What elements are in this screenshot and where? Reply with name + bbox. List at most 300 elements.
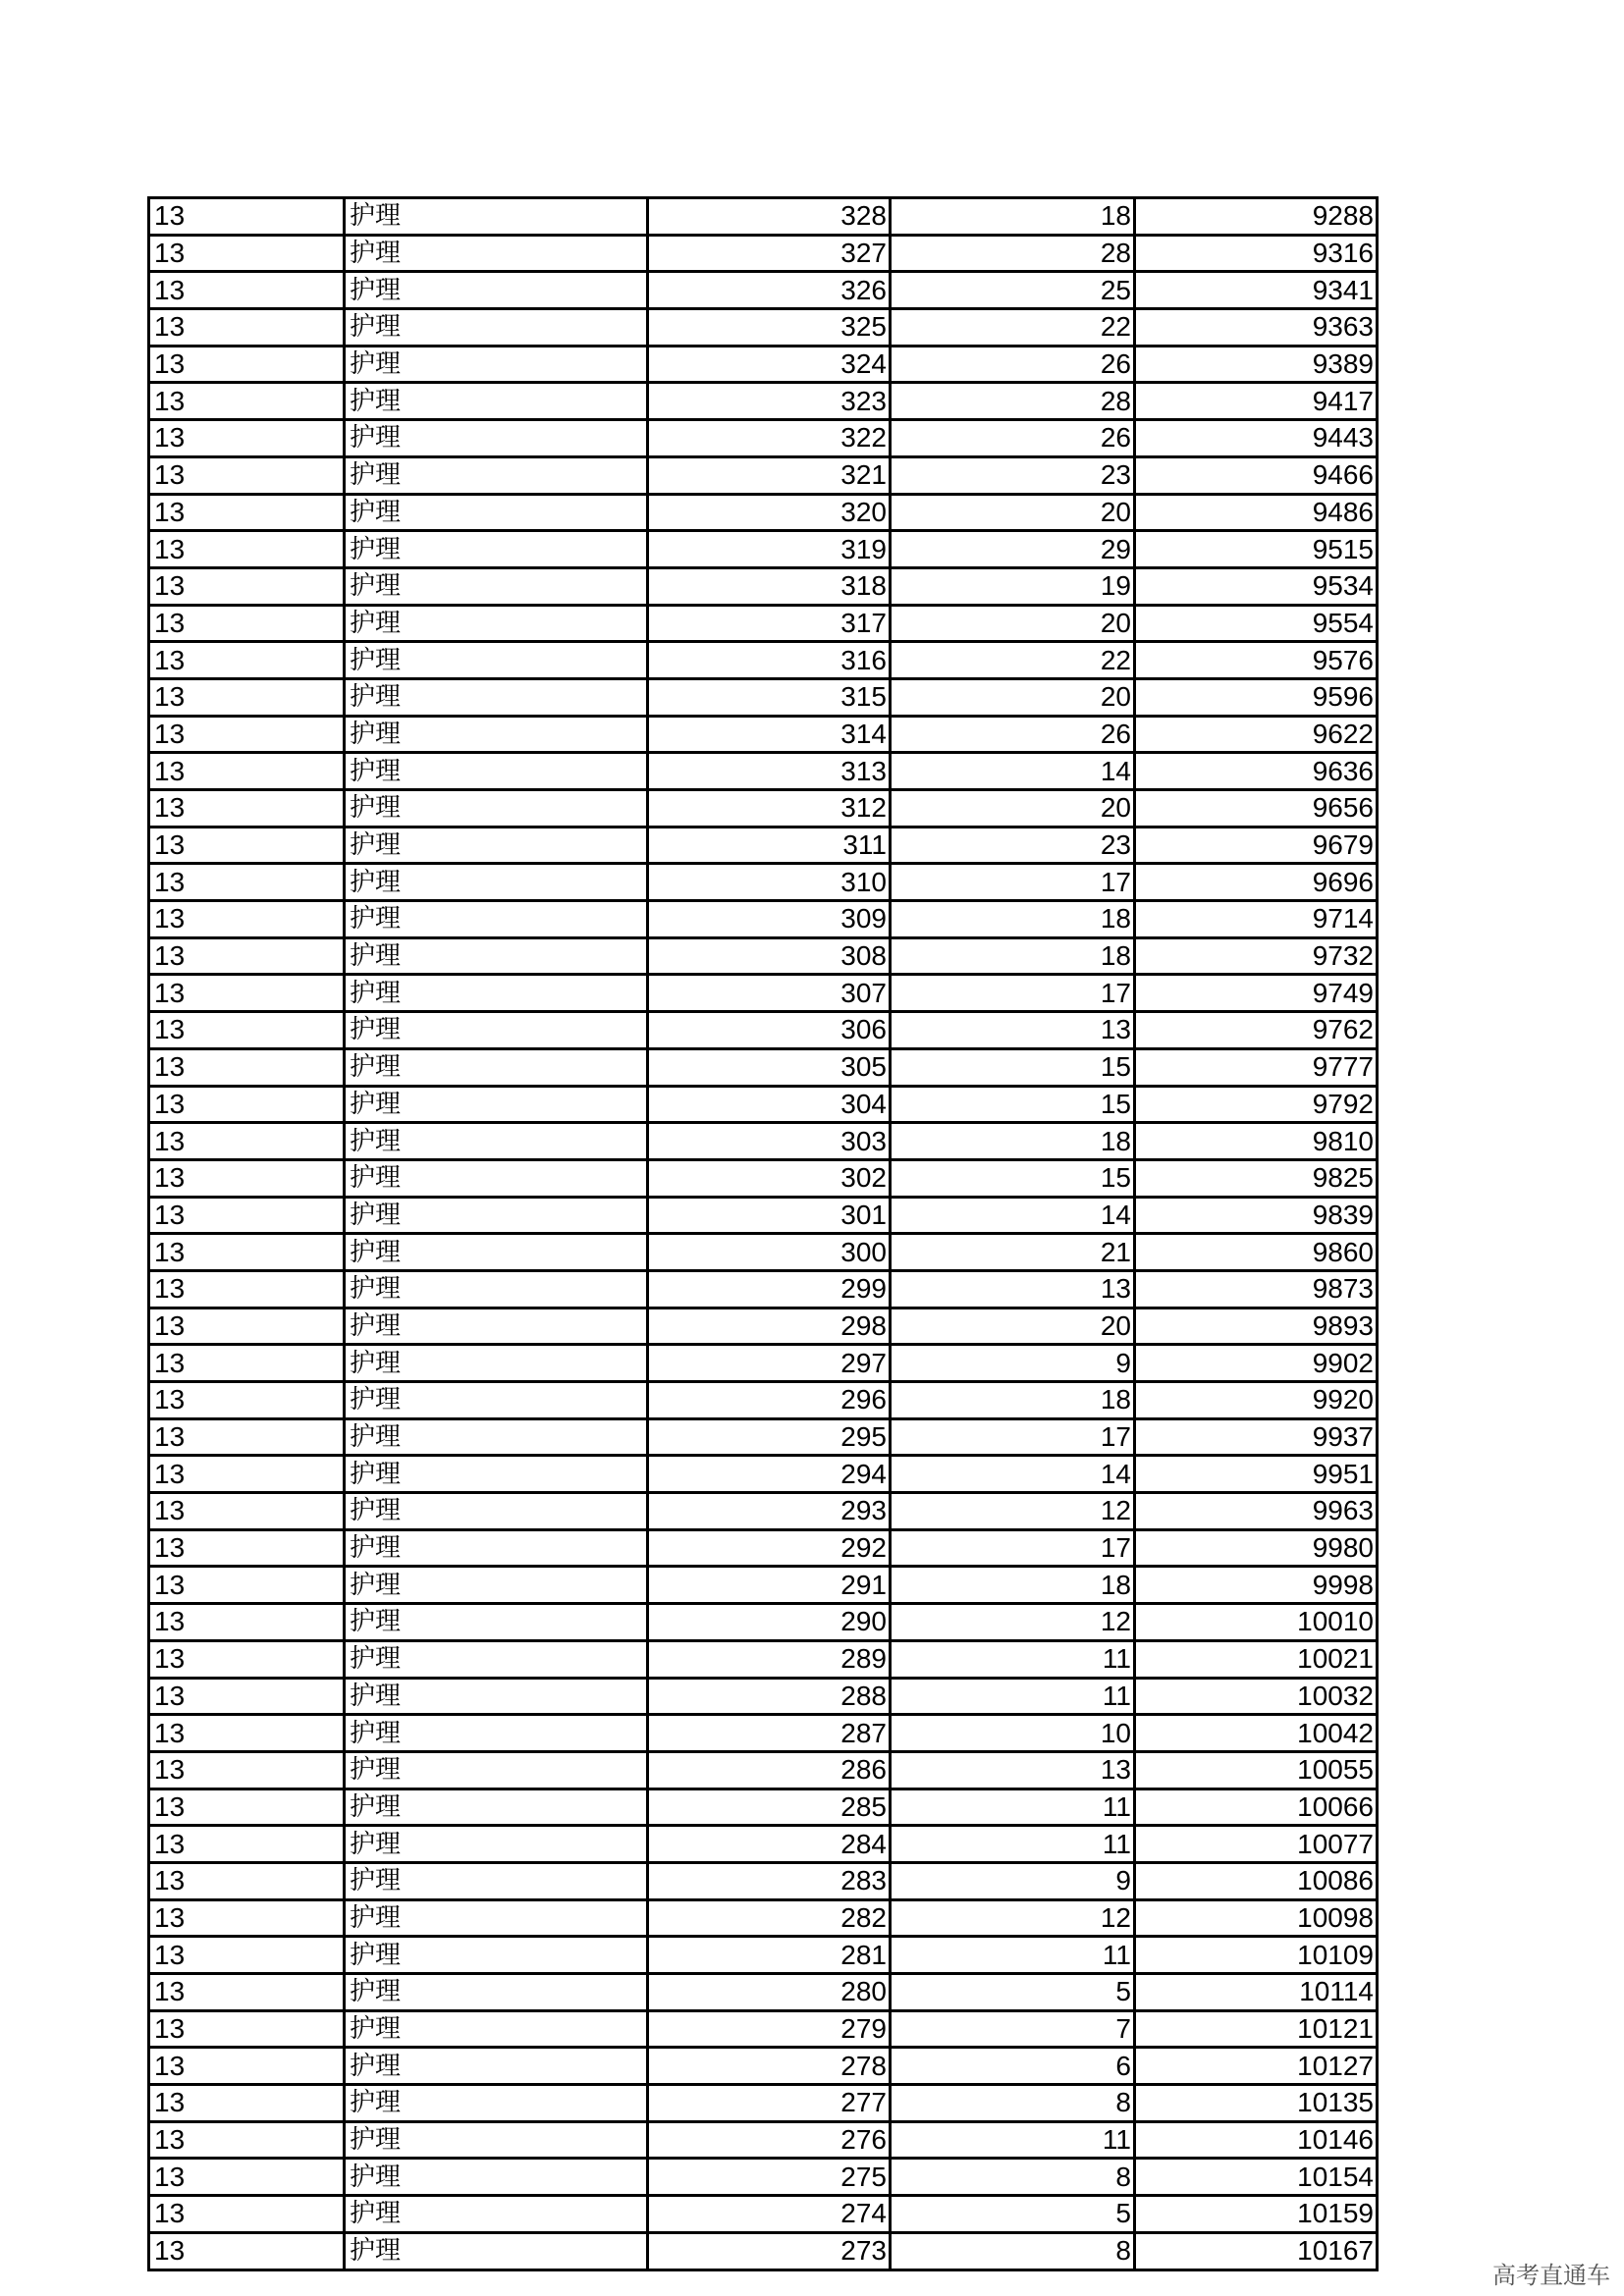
table-row (149, 198, 1378, 236)
category-code-cell: 13 (149, 1418, 345, 1456)
count-cell: 18 (891, 1382, 1135, 1419)
major-cell: 护理 (345, 605, 648, 642)
count-cell: 12 (891, 1493, 1135, 1530)
major-cell: 护理 (345, 716, 648, 753)
cumulative-cell: 9893 (1135, 1308, 1378, 1345)
score-cell: 304 (648, 1086, 891, 1123)
category-code-cell: 13 (149, 678, 345, 716)
category-code-cell: 13 (149, 1048, 345, 1086)
category-code-cell: 13 (149, 753, 345, 790)
table-row (149, 1382, 1378, 1419)
cumulative-cell: 9288 (1135, 198, 1378, 236)
table-row (149, 1529, 1378, 1567)
cumulative-cell: 9762 (1135, 1012, 1378, 1049)
category-code-cell: 13 (149, 1678, 345, 1715)
table-row (149, 1715, 1378, 1752)
count-cell: 12 (891, 1899, 1135, 1937)
cumulative-cell: 10114 (1135, 1974, 1378, 2011)
table-row (149, 1345, 1378, 1382)
major-cell: 护理 (345, 383, 648, 420)
table-row (149, 1048, 1378, 1086)
category-code-cell: 13 (149, 420, 345, 457)
category-code-cell: 13 (149, 1862, 345, 1899)
major-cell: 护理 (345, 1715, 648, 1752)
major-cell: 护理 (345, 235, 648, 272)
score-cell: 297 (648, 1345, 891, 1382)
table-row (149, 235, 1378, 272)
major-cell: 护理 (345, 864, 648, 901)
score-cell: 289 (648, 1640, 891, 1678)
count-cell: 22 (891, 309, 1135, 347)
table-row (149, 827, 1378, 864)
count-cell: 7 (891, 2010, 1135, 2048)
count-cell: 11 (891, 1789, 1135, 1826)
major-cell: 护理 (345, 494, 648, 531)
table-row (149, 2196, 1378, 2233)
score-cell: 309 (648, 901, 891, 938)
score-cell: 325 (648, 309, 891, 347)
cumulative-cell: 9636 (1135, 753, 1378, 790)
major-cell: 护理 (345, 1751, 648, 1789)
score-cell: 300 (648, 1234, 891, 1271)
category-code-cell: 13 (149, 1826, 345, 1863)
count-cell: 14 (891, 1197, 1135, 1234)
category-code-cell: 13 (149, 2121, 345, 2159)
cumulative-cell: 10066 (1135, 1789, 1378, 1826)
count-cell: 18 (891, 198, 1135, 236)
major-cell: 护理 (345, 1159, 648, 1197)
table-row (149, 1604, 1378, 1641)
major-cell: 护理 (345, 1493, 648, 1530)
table-row (149, 1270, 1378, 1308)
category-code-cell: 13 (149, 1751, 345, 1789)
major-cell: 护理 (345, 420, 648, 457)
table-row (149, 531, 1378, 568)
score-cell: 327 (648, 235, 891, 272)
major-cell: 护理 (345, 1937, 648, 1974)
major-cell: 护理 (345, 1567, 648, 1604)
table-row (149, 309, 1378, 347)
count-cell: 13 (891, 1012, 1135, 1049)
score-cell: 280 (648, 1974, 891, 2011)
score-cell: 282 (648, 1899, 891, 1937)
category-code-cell: 13 (149, 235, 345, 272)
category-code-cell: 13 (149, 1604, 345, 1641)
major-cell: 护理 (345, 531, 648, 568)
cumulative-cell: 9534 (1135, 567, 1378, 605)
cumulative-cell: 10055 (1135, 1751, 1378, 1789)
major-cell: 护理 (345, 937, 648, 975)
major-cell: 护理 (345, 1382, 648, 1419)
cumulative-cell: 9714 (1135, 901, 1378, 938)
score-table-body (149, 198, 1378, 2270)
score-cell: 303 (648, 1123, 891, 1160)
cumulative-cell: 10121 (1135, 2010, 1378, 2048)
cumulative-cell: 9486 (1135, 494, 1378, 531)
cumulative-cell: 9443 (1135, 420, 1378, 457)
count-cell: 15 (891, 1159, 1135, 1197)
score-cell: 302 (648, 1159, 891, 1197)
count-cell: 17 (891, 1529, 1135, 1567)
table-row (149, 1418, 1378, 1456)
cumulative-cell: 10042 (1135, 1715, 1378, 1752)
category-code-cell: 13 (149, 1012, 345, 1049)
major-cell: 护理 (345, 901, 648, 938)
cumulative-cell: 9554 (1135, 605, 1378, 642)
cumulative-cell: 9873 (1135, 1270, 1378, 1308)
score-cell: 320 (648, 494, 891, 531)
table-row (149, 567, 1378, 605)
score-cell: 296 (648, 1382, 891, 1419)
category-code-cell: 13 (149, 2085, 345, 2122)
count-cell: 25 (891, 272, 1135, 309)
cumulative-cell: 10010 (1135, 1604, 1378, 1641)
score-cell: 313 (648, 753, 891, 790)
category-code-cell: 13 (149, 864, 345, 901)
cumulative-cell: 9937 (1135, 1418, 1378, 1456)
category-code-cell: 13 (149, 1974, 345, 2011)
table-row (149, 1899, 1378, 1937)
table-row (149, 456, 1378, 494)
table-row (149, 716, 1378, 753)
table-row (149, 864, 1378, 901)
count-cell: 29 (891, 531, 1135, 568)
count-cell: 11 (891, 1640, 1135, 1678)
cumulative-cell: 10098 (1135, 1899, 1378, 1937)
category-code-cell: 13 (149, 827, 345, 864)
score-cell: 314 (648, 716, 891, 753)
category-code-cell: 13 (149, 2048, 345, 2085)
score-cell: 328 (648, 198, 891, 236)
score-cell: 277 (648, 2085, 891, 2122)
score-cell: 315 (648, 678, 891, 716)
count-cell: 20 (891, 1308, 1135, 1345)
count-cell: 23 (891, 827, 1135, 864)
count-cell: 26 (891, 716, 1135, 753)
category-code-cell: 13 (149, 1270, 345, 1308)
cumulative-cell: 9341 (1135, 272, 1378, 309)
score-table (147, 196, 1379, 2271)
cumulative-cell: 9596 (1135, 678, 1378, 716)
count-cell: 8 (891, 2232, 1135, 2269)
count-cell: 17 (891, 975, 1135, 1012)
cumulative-cell: 9810 (1135, 1123, 1378, 1160)
table-row (149, 1456, 1378, 1493)
score-cell: 291 (648, 1567, 891, 1604)
score-cell: 322 (648, 420, 891, 457)
table-row (149, 1678, 1378, 1715)
cumulative-cell: 9963 (1135, 1493, 1378, 1530)
category-code-cell: 13 (149, 975, 345, 1012)
table-row (149, 1197, 1378, 1234)
cumulative-cell: 9515 (1135, 531, 1378, 568)
cumulative-cell: 10086 (1135, 1862, 1378, 1899)
category-code-cell: 13 (149, 1567, 345, 1604)
count-cell: 18 (891, 1567, 1135, 1604)
score-cell: 326 (648, 272, 891, 309)
count-cell: 5 (891, 2196, 1135, 2233)
major-cell: 护理 (345, 1345, 648, 1382)
score-cell: 283 (648, 1862, 891, 1899)
table-row (149, 975, 1378, 1012)
cumulative-cell: 10167 (1135, 2232, 1378, 2269)
major-cell: 护理 (345, 642, 648, 679)
count-cell: 18 (891, 901, 1135, 938)
cumulative-cell: 9679 (1135, 827, 1378, 864)
cumulative-cell: 10159 (1135, 2196, 1378, 2233)
count-cell: 11 (891, 2121, 1135, 2159)
category-code-cell: 13 (149, 1123, 345, 1160)
category-code-cell: 13 (149, 2196, 345, 2233)
table-row (149, 272, 1378, 309)
cumulative-cell: 9749 (1135, 975, 1378, 1012)
score-cell: 312 (648, 790, 891, 828)
count-cell: 11 (891, 1678, 1135, 1715)
major-cell: 护理 (345, 1862, 648, 1899)
count-cell: 20 (891, 605, 1135, 642)
cumulative-cell: 10146 (1135, 2121, 1378, 2159)
table-row (149, 1567, 1378, 1604)
major-cell: 护理 (345, 753, 648, 790)
score-cell: 274 (648, 2196, 891, 2233)
count-cell: 26 (891, 346, 1135, 383)
count-cell: 15 (891, 1048, 1135, 1086)
count-cell: 6 (891, 2048, 1135, 2085)
category-code-cell: 13 (149, 1640, 345, 1678)
table-row (149, 1862, 1378, 1899)
cumulative-cell: 9825 (1135, 1159, 1378, 1197)
major-cell: 护理 (345, 1418, 648, 1456)
major-cell: 护理 (345, 1012, 648, 1049)
table-row (149, 1123, 1378, 1160)
major-cell: 护理 (345, 1123, 648, 1160)
count-cell: 5 (891, 1974, 1135, 2011)
count-cell: 28 (891, 235, 1135, 272)
major-cell: 护理 (345, 1086, 648, 1123)
table-row (149, 1751, 1378, 1789)
cumulative-cell: 9920 (1135, 1382, 1378, 1419)
major-cell: 护理 (345, 2010, 648, 2048)
count-cell: 11 (891, 1826, 1135, 1863)
count-cell: 8 (891, 2085, 1135, 2122)
cumulative-cell: 9316 (1135, 235, 1378, 272)
table-row (149, 678, 1378, 716)
score-cell: 295 (648, 1418, 891, 1456)
major-cell: 护理 (345, 1974, 648, 2011)
score-cell: 307 (648, 975, 891, 1012)
score-cell: 285 (648, 1789, 891, 1826)
table-row (149, 346, 1378, 383)
table-row (149, 494, 1378, 531)
major-cell: 护理 (345, 1456, 648, 1493)
category-code-cell: 13 (149, 1308, 345, 1345)
major-cell: 护理 (345, 2121, 648, 2159)
count-cell: 10 (891, 1715, 1135, 1752)
category-code-cell: 13 (149, 605, 345, 642)
count-cell: 14 (891, 753, 1135, 790)
table-row (149, 1086, 1378, 1123)
score-cell: 276 (648, 2121, 891, 2159)
table-row (149, 1937, 1378, 1974)
cumulative-cell: 9363 (1135, 309, 1378, 347)
cumulative-cell: 10021 (1135, 1640, 1378, 1678)
cumulative-cell: 9696 (1135, 864, 1378, 901)
category-code-cell: 13 (149, 531, 345, 568)
cumulative-cell: 9998 (1135, 1567, 1378, 1604)
table-row (149, 753, 1378, 790)
major-cell: 护理 (345, 2085, 648, 2122)
score-cell: 301 (648, 1197, 891, 1234)
cumulative-cell: 10109 (1135, 1937, 1378, 1974)
category-code-cell: 13 (149, 716, 345, 753)
major-cell: 护理 (345, 1899, 648, 1937)
cumulative-cell: 9656 (1135, 790, 1378, 828)
count-cell: 26 (891, 420, 1135, 457)
cumulative-cell: 9777 (1135, 1048, 1378, 1086)
count-cell: 20 (891, 790, 1135, 828)
count-cell: 20 (891, 494, 1135, 531)
major-cell: 护理 (345, 2232, 648, 2269)
count-cell: 11 (891, 1937, 1135, 1974)
category-code-cell: 13 (149, 198, 345, 236)
table-row (149, 1012, 1378, 1049)
category-code-cell: 13 (149, 1937, 345, 1974)
table-row (149, 1493, 1378, 1530)
major-cell: 护理 (345, 2196, 648, 2233)
table-row (149, 383, 1378, 420)
score-cell: 324 (648, 346, 891, 383)
major-cell: 护理 (345, 1234, 648, 1271)
major-cell: 护理 (345, 309, 648, 347)
cumulative-cell: 10032 (1135, 1678, 1378, 1715)
score-cell: 284 (648, 1826, 891, 1863)
table-row (149, 1789, 1378, 1826)
category-code-cell: 13 (149, 1086, 345, 1123)
score-cell: 294 (648, 1456, 891, 1493)
category-code-cell: 13 (149, 1345, 345, 1382)
major-cell: 护理 (345, 198, 648, 236)
category-code-cell: 13 (149, 1234, 345, 1271)
table-row (149, 1159, 1378, 1197)
score-cell: 278 (648, 2048, 891, 2085)
category-code-cell: 13 (149, 1529, 345, 1567)
major-cell: 护理 (345, 1529, 648, 1567)
score-cell: 311 (648, 827, 891, 864)
cumulative-cell: 10154 (1135, 2159, 1378, 2196)
table-row (149, 420, 1378, 457)
count-cell: 22 (891, 642, 1135, 679)
score-cell: 317 (648, 605, 891, 642)
score-cell: 306 (648, 1012, 891, 1049)
cumulative-cell: 9792 (1135, 1086, 1378, 1123)
major-cell: 护理 (345, 1197, 648, 1234)
score-cell: 319 (648, 531, 891, 568)
table-row (149, 2010, 1378, 2048)
category-code-cell: 13 (149, 1899, 345, 1937)
cumulative-cell: 9839 (1135, 1197, 1378, 1234)
major-cell: 护理 (345, 1604, 648, 1641)
score-cell: 281 (648, 1937, 891, 1974)
major-cell: 护理 (345, 790, 648, 828)
table-row (149, 937, 1378, 975)
score-cell: 273 (648, 2232, 891, 2269)
category-code-cell: 13 (149, 567, 345, 605)
table-row (149, 2159, 1378, 2196)
count-cell: 8 (891, 2159, 1135, 2196)
table-row (149, 1974, 1378, 2011)
score-cell: 292 (648, 1529, 891, 1567)
score-cell: 298 (648, 1308, 891, 1345)
major-cell: 护理 (345, 272, 648, 309)
count-cell: 15 (891, 1086, 1135, 1123)
table-row (149, 1640, 1378, 1678)
category-code-cell: 13 (149, 790, 345, 828)
cumulative-cell: 9389 (1135, 346, 1378, 383)
score-cell: 310 (648, 864, 891, 901)
cumulative-cell: 9466 (1135, 456, 1378, 494)
major-cell: 护理 (345, 1270, 648, 1308)
table-row (149, 901, 1378, 938)
count-cell: 14 (891, 1456, 1135, 1493)
table-row (149, 1826, 1378, 1863)
category-code-cell: 13 (149, 494, 345, 531)
count-cell: 19 (891, 567, 1135, 605)
count-cell: 9 (891, 1862, 1135, 1899)
category-code-cell: 13 (149, 1493, 345, 1530)
major-cell: 护理 (345, 456, 648, 494)
count-cell: 21 (891, 1234, 1135, 1271)
cumulative-cell: 9622 (1135, 716, 1378, 753)
table-row (149, 790, 1378, 828)
count-cell: 23 (891, 456, 1135, 494)
table-row (149, 2232, 1378, 2269)
major-cell: 护理 (345, 1308, 648, 1345)
category-code-cell: 13 (149, 346, 345, 383)
major-cell: 护理 (345, 827, 648, 864)
score-cell: 275 (648, 2159, 891, 2196)
score-cell: 321 (648, 456, 891, 494)
count-cell: 13 (891, 1270, 1135, 1308)
cumulative-cell: 9732 (1135, 937, 1378, 975)
category-code-cell: 13 (149, 642, 345, 679)
major-cell: 护理 (345, 2048, 648, 2085)
category-code-cell: 13 (149, 2010, 345, 2048)
count-cell: 13 (891, 1751, 1135, 1789)
major-cell: 护理 (345, 1678, 648, 1715)
count-cell: 20 (891, 678, 1135, 716)
table-row (149, 2121, 1378, 2159)
major-cell: 护理 (345, 678, 648, 716)
major-cell: 护理 (345, 2159, 648, 2196)
category-code-cell: 13 (149, 901, 345, 938)
score-cell: 318 (648, 567, 891, 605)
score-cell: 290 (648, 1604, 891, 1641)
score-cell: 279 (648, 2010, 891, 2048)
major-cell: 护理 (345, 1789, 648, 1826)
category-code-cell: 13 (149, 1159, 345, 1197)
major-cell: 护理 (345, 1048, 648, 1086)
watermark: 高考直通车 (1492, 2262, 1610, 2289)
count-cell: 12 (891, 1604, 1135, 1641)
cumulative-cell: 9417 (1135, 383, 1378, 420)
category-code-cell: 13 (149, 1197, 345, 1234)
score-cell: 288 (648, 1678, 891, 1715)
score-cell: 316 (648, 642, 891, 679)
category-code-cell: 13 (149, 2159, 345, 2196)
major-cell: 护理 (345, 1640, 648, 1678)
major-cell: 护理 (345, 346, 648, 383)
table-row (149, 2048, 1378, 2085)
